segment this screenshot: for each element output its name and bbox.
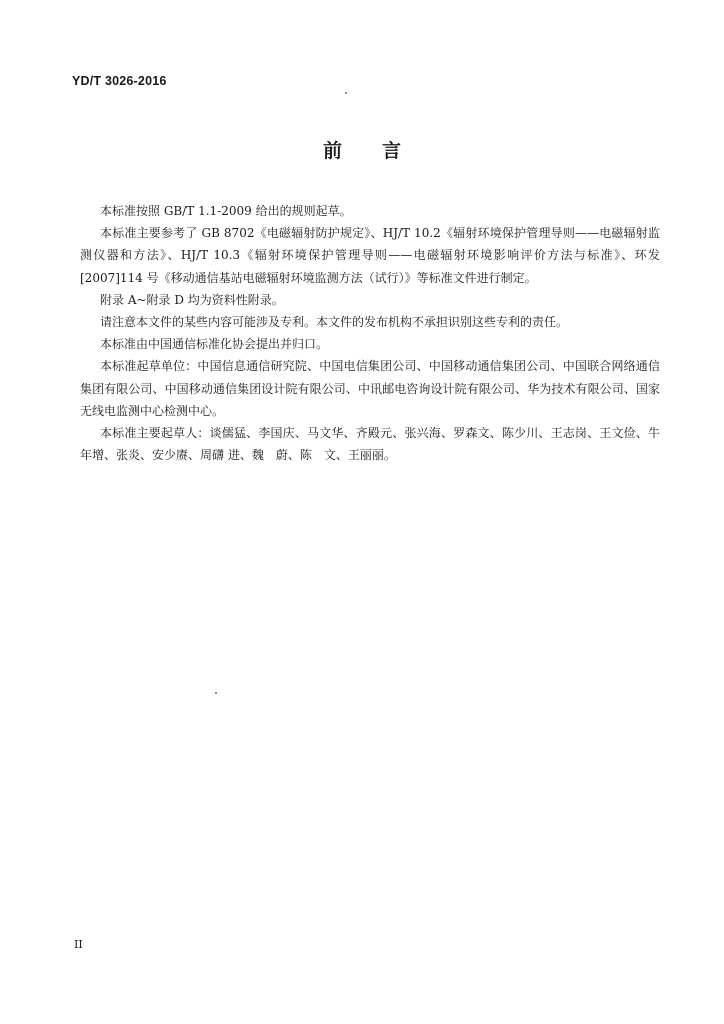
standard-code: YD/T 3026-2016 xyxy=(72,74,167,88)
scan-speck xyxy=(345,92,347,94)
title-char-1: 前 xyxy=(322,140,342,162)
paragraph-drafting-units: 本标准起草单位：中国信息通信研究院、中国电信集团公司、中国移动通信集团公司、中国联合网络通信集团有限公司、中国移动通信集团设计院有限公司、中讯邮电咨询设计院有限公司、华为技术有限公司、国家无线电监测中心检测中心。 xyxy=(80,359,660,418)
page-number: II xyxy=(74,938,83,951)
paragraph-drafters: 本标准主要起草人：谈儒猛、李国庆、马文华、齐殿元、张兴海、罗森文、陈少川、王志岗、王文俭、牛年增、张炎、安少赓、周礴 进、魏 蔚、陈 文、王丽丽。 xyxy=(80,426,660,463)
paragraph-references: 本标准主要参考了 GB 8702《电磁辐射防护规定》、HJ/T 10.2《辐射环境保护管理导则——电磁辐射监测仪器和方法》、HJ/T 10.3《辐射环境保护管理导则——电磁辐射环境影响评价方法与标准》、环发[2007]114 号《移动通信基站电磁辐射环境监测方法（试行）》等标准文件进行制定。 xyxy=(80,226,660,285)
scan-speck xyxy=(215,692,217,694)
title-char-2: 言 xyxy=(382,140,402,162)
page-title xyxy=(0,136,724,163)
paragraph-drafting-rules: 本标准按照 GB/T 1.1-2009 给出的规则起草。 xyxy=(100,204,352,218)
paragraph-patent-notice: 请注意本文件的某些内容可能涉及专利。本文件的发布机构不承担识别这些专利的责任。 xyxy=(100,315,569,330)
paragraph-annexes: 附录 A~附录 D 均为资料性附录。 xyxy=(100,292,284,307)
foreword-body xyxy=(80,200,660,466)
paragraph-proposer: 本标准由中国通信标准化协会提出并归口。 xyxy=(100,337,329,352)
